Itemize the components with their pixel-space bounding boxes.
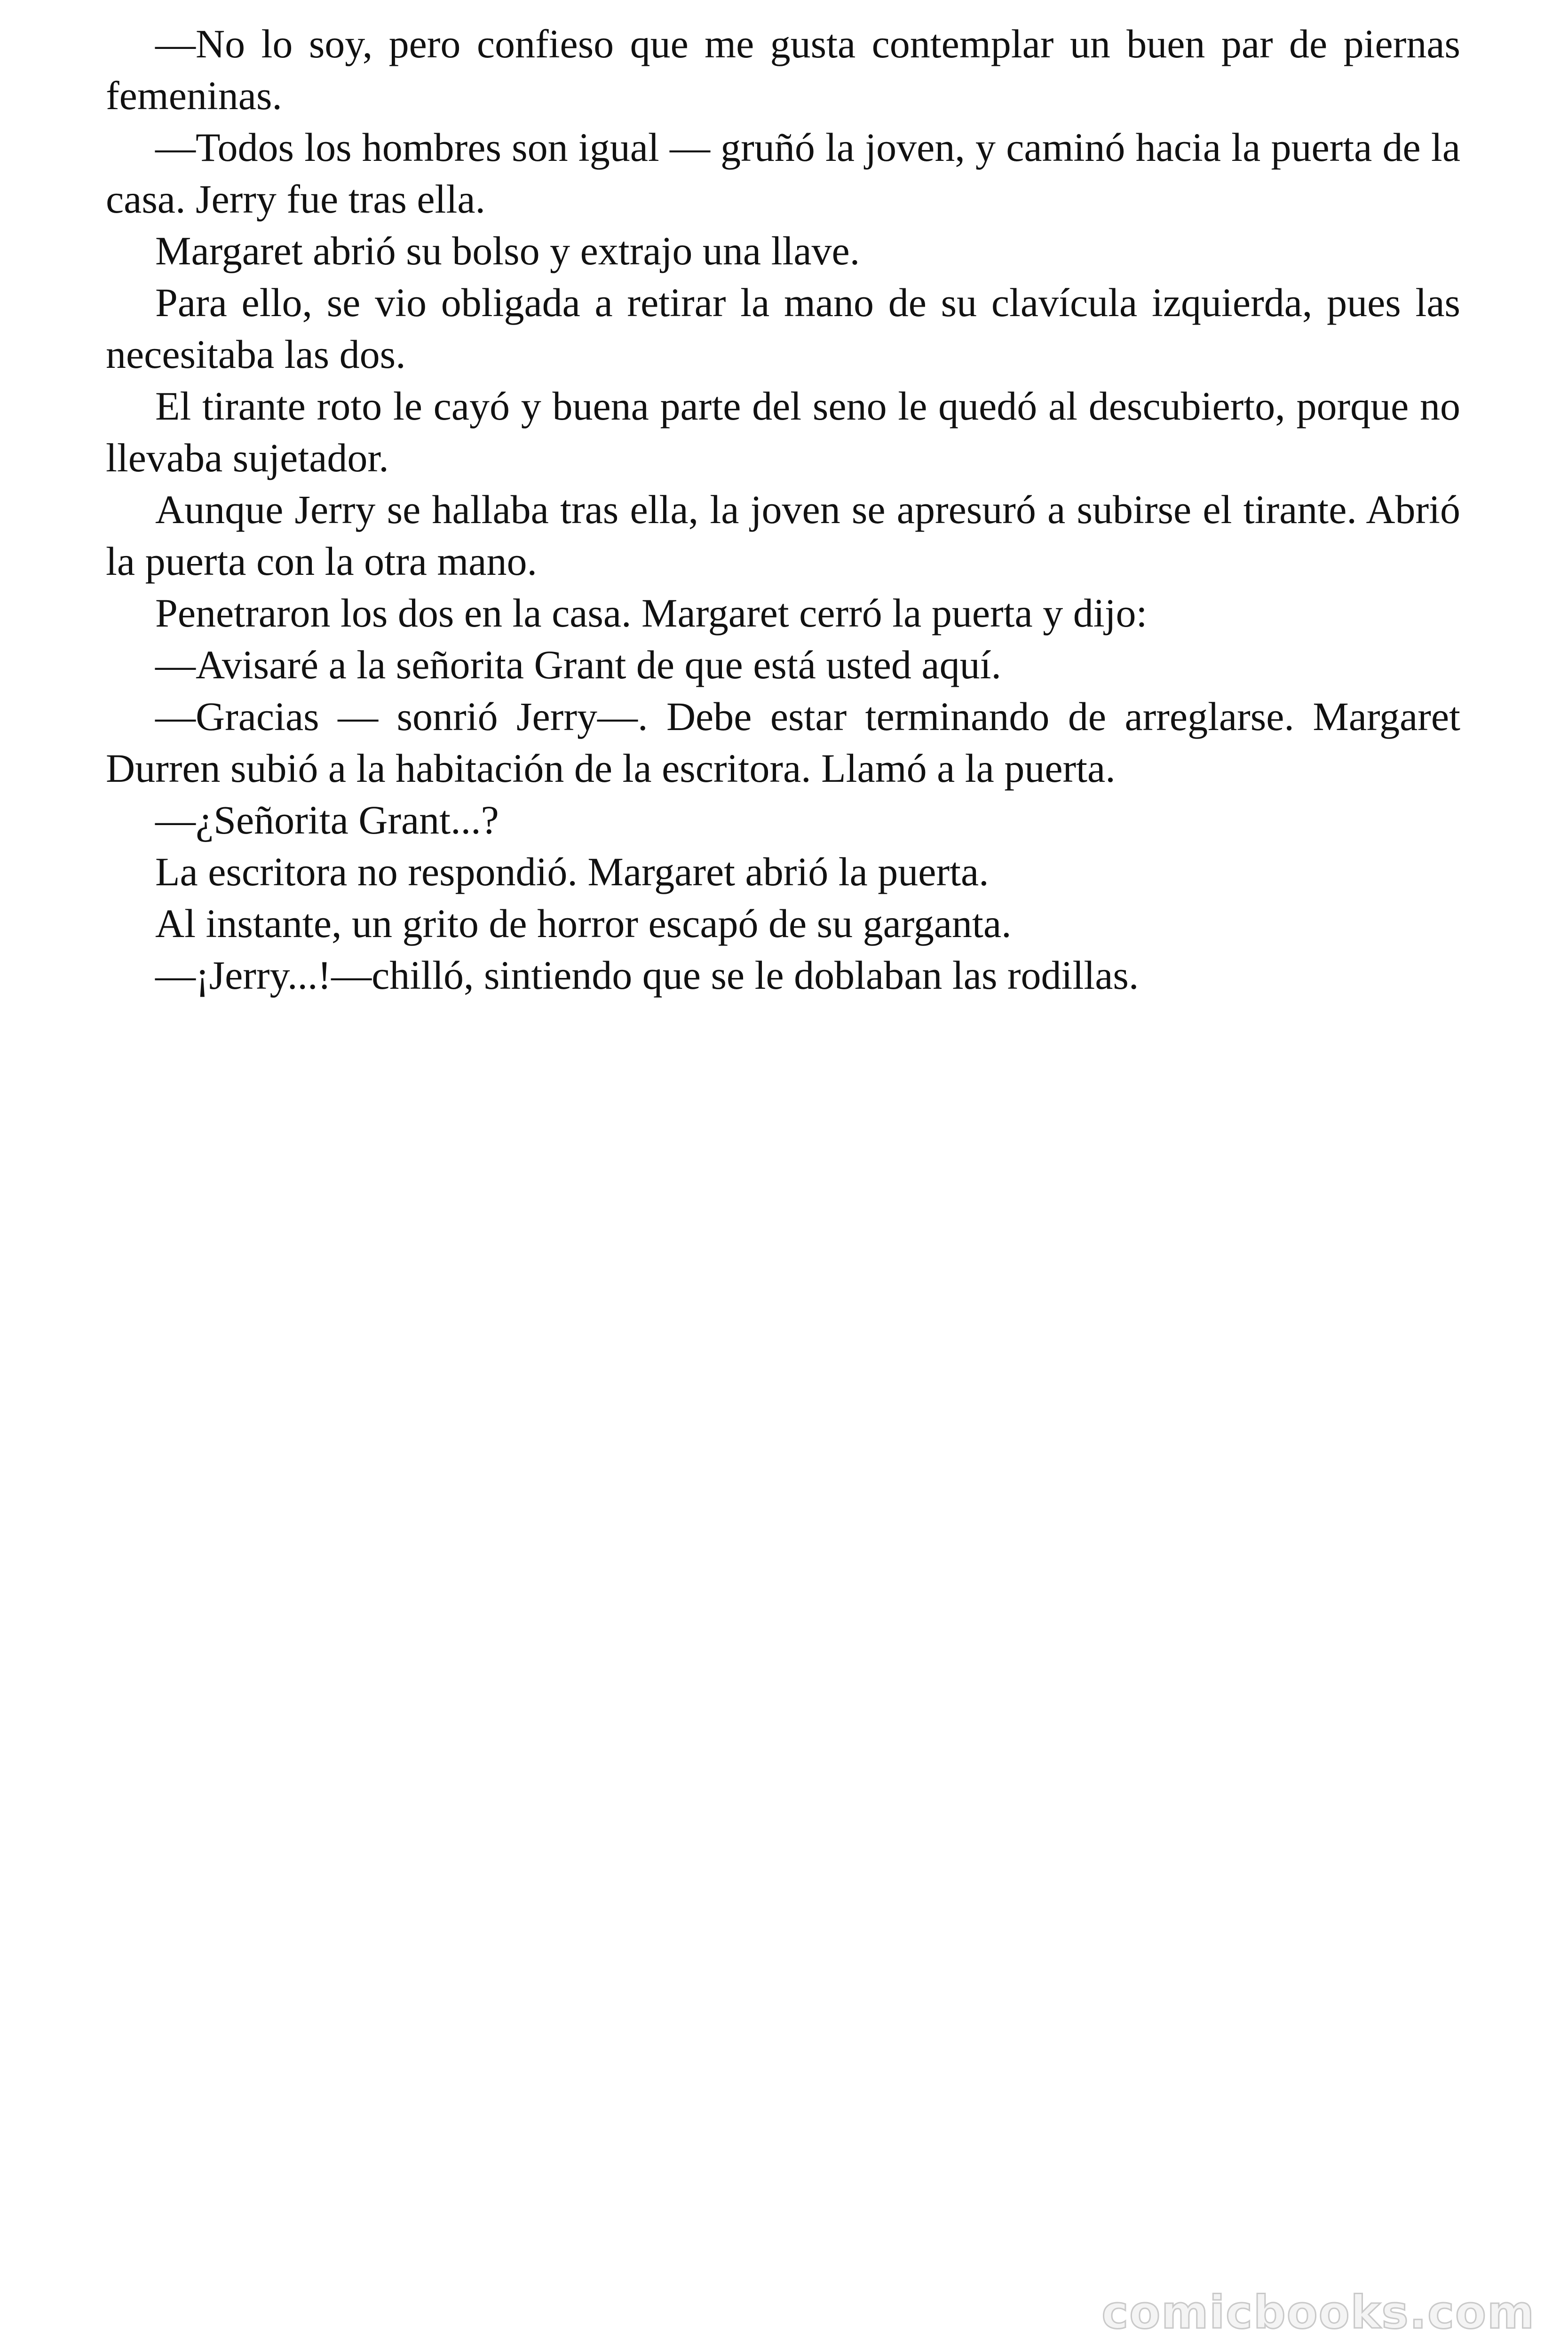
paragraph: Margaret abrió su bolso y extrajo una llave. [155, 228, 860, 273]
paragraph: —¿Señorita Grant...? [155, 797, 499, 842]
paragraph: —Avisaré a la señorita Grant de que está usted aquí. [155, 642, 1001, 687]
paragraph: La escritora no respondió. Margaret abrió la puerta. [155, 849, 989, 894]
paragraph: —No lo soy, pero confieso que me gusta contemplar un buen par de piernas femeninas. [106, 21, 1460, 118]
paragraph: Al instante, un grito de horror escapó de su garganta. [155, 901, 1012, 946]
paragraph: Aunque Jerry se hallaba tras ella, la joven se apresuró a subirse el tirante. Abrió la puerta con la otra mano. [106, 487, 1460, 584]
watermark-text: comicbooks.com [1101, 2286, 1535, 2339]
paragraph: —Todos los hombres son igual — gruñó la joven, y caminó hacia la puerta de la casa. Jerry fue tras ella. [106, 125, 1460, 222]
paragraph: —Gracias — sonrió Jerry—. Debe estar terminando de arreglarse. Margaret Durren subió a la habitación de la escritora. Llamó a la puerta. [106, 694, 1460, 791]
paragraph: Penetraron los dos en la casa. Margaret cerró la puerta y dijo: [155, 590, 1148, 636]
body-text [106, 18, 1460, 1001]
paragraph: El tirante roto le cayó y buena parte del seno le quedó al descubierto, porque no llevaba sujetador. [106, 383, 1460, 480]
paragraph: —¡Jerry...!—chilló, sintiendo que se le doblaban las rodillas. [155, 953, 1139, 998]
paragraph: Para ello, se vio obligada a retirar la mano de su clavícula izquierda, pues las necesitaba las dos. [106, 280, 1460, 377]
